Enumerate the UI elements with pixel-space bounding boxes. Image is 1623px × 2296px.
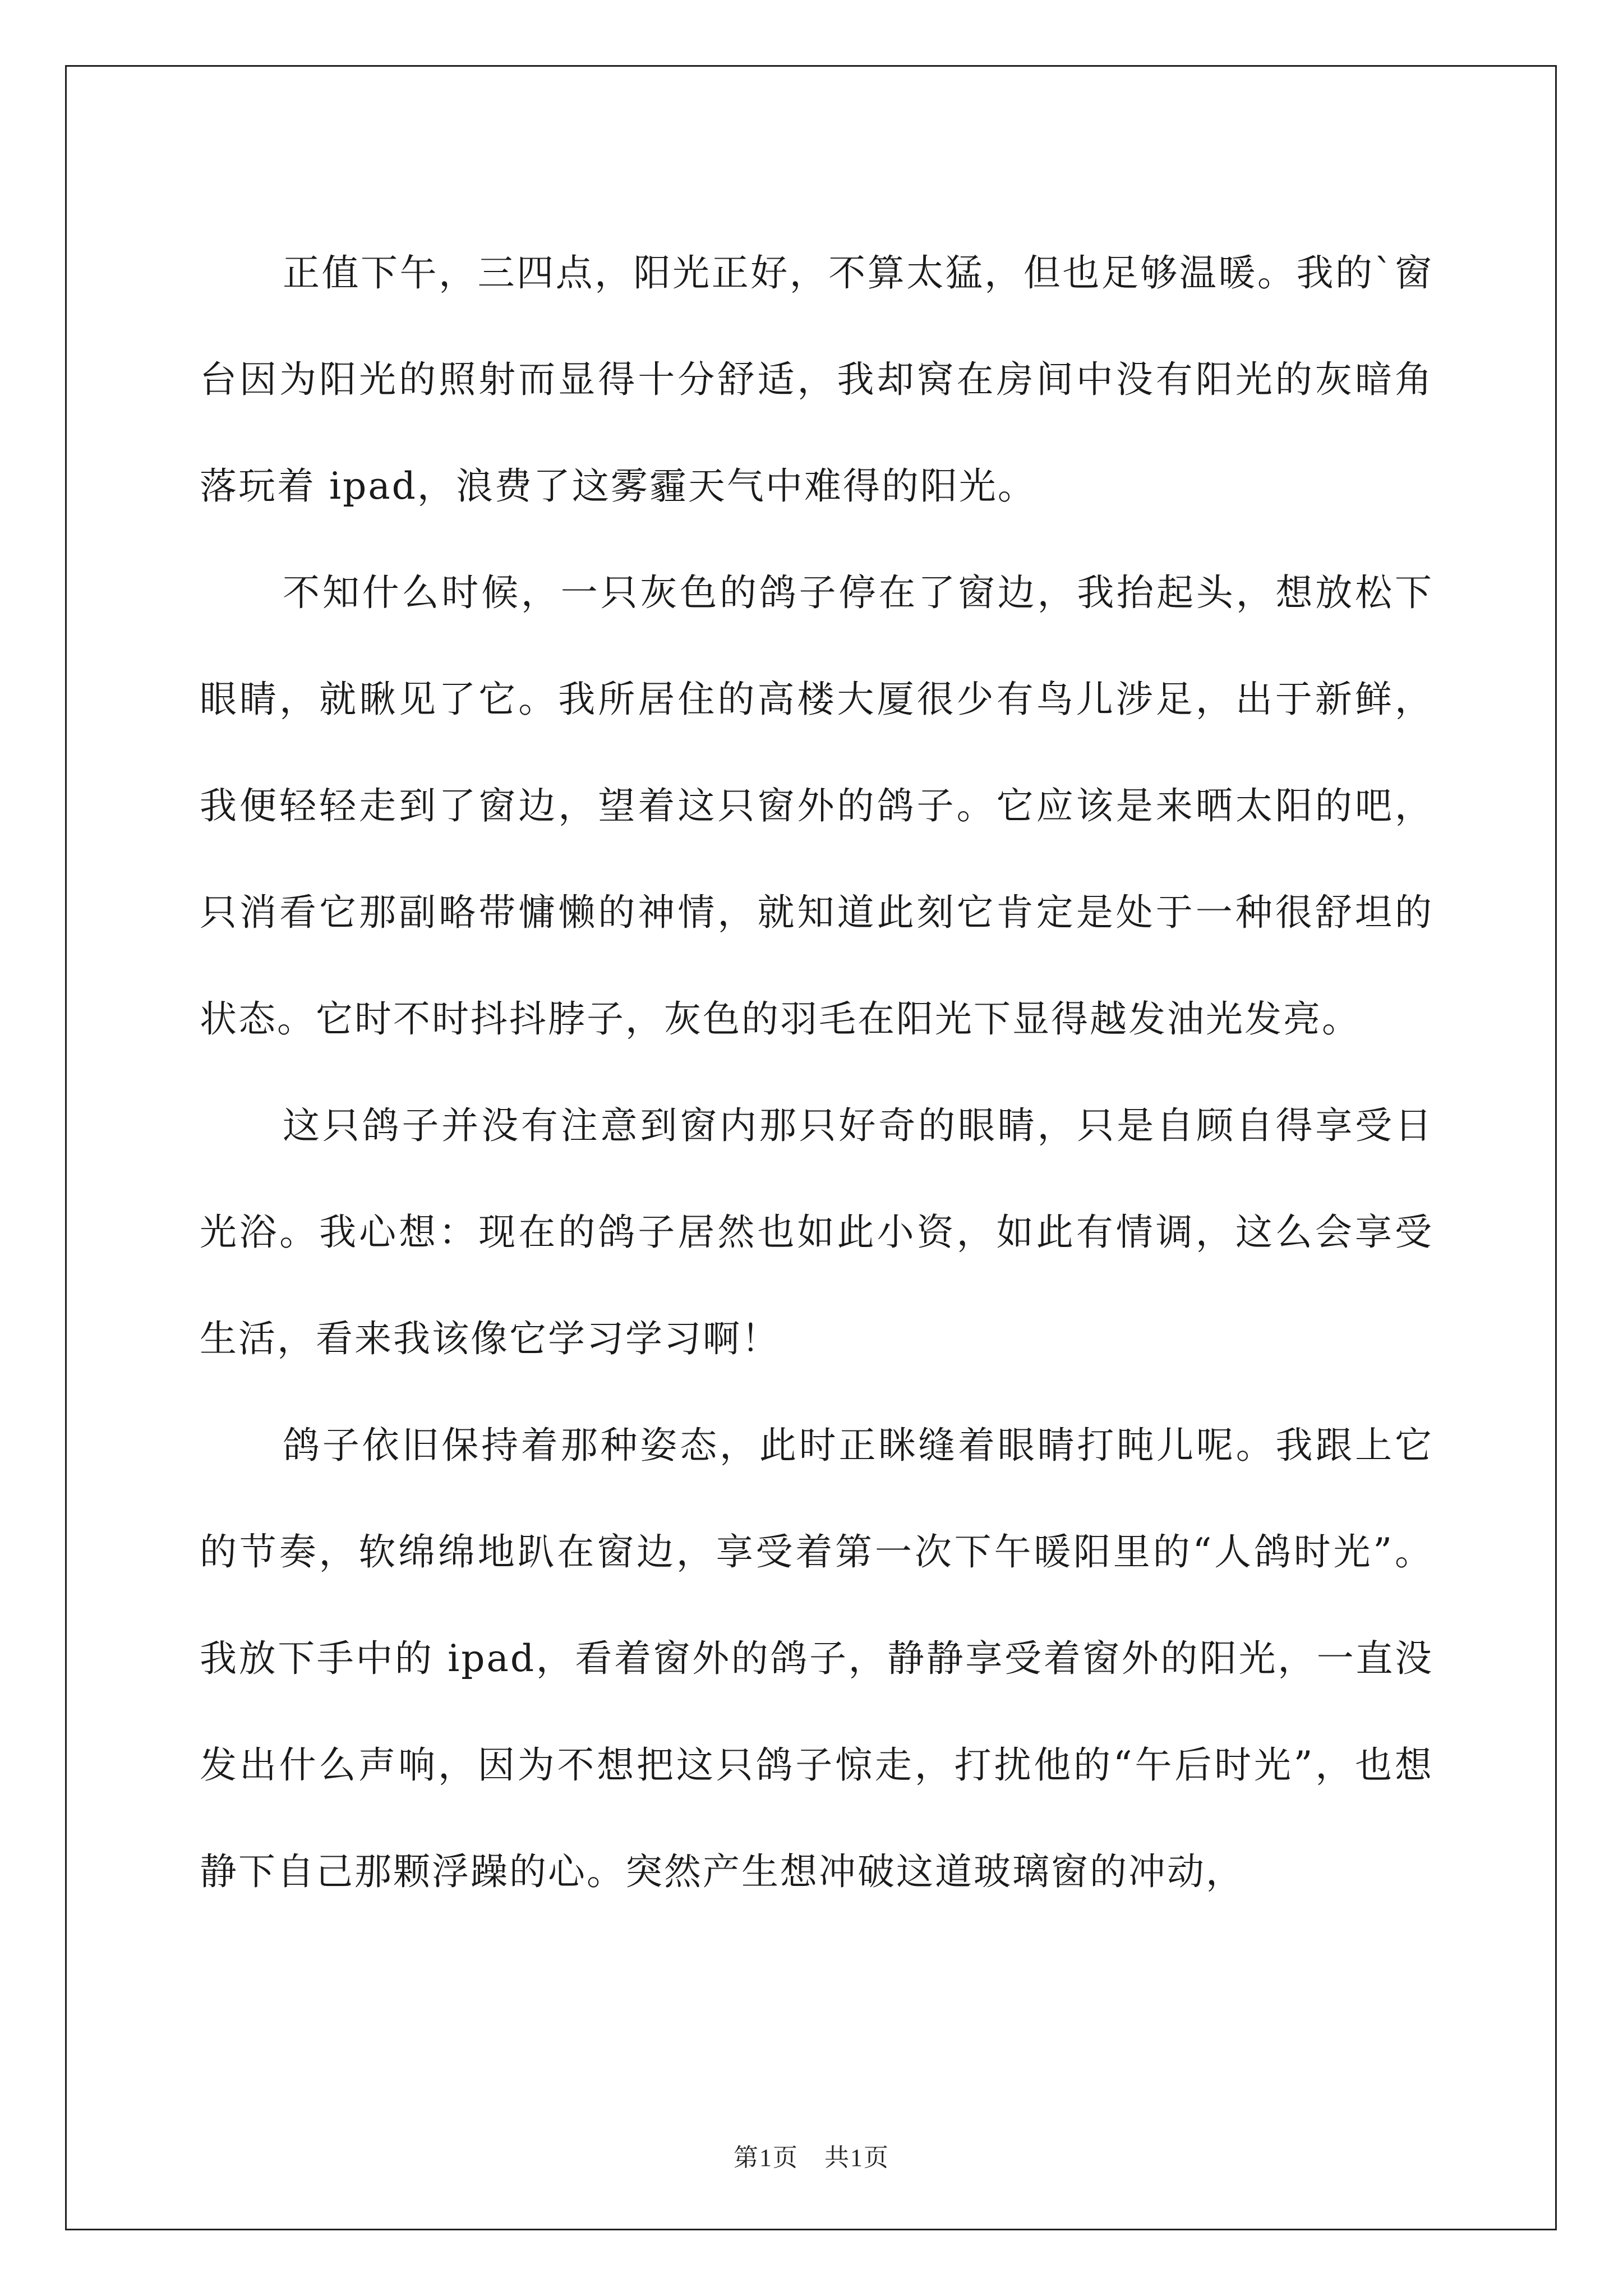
page-footer: 第1页 共1页 — [734, 2144, 889, 2171]
paragraph-1: 正值下午，三四点，阳光正好，不算太猛，但也足够温暖。我的`窗台因为阳光的照射而显得十分舒适，我却窝在房间中没有阳光的灰暗角落玩着 ipad，浪费了这雾霾天气中难得的阳光。 — [200, 251, 1433, 508]
paragraph-4: 鸽子依旧保持着那种姿态，此时正眯缝着眼睛打盹儿呢。我跟上它的节奏，软绵绵地趴在窗边，享受着第一次下午暖阳里的“人鸽时光”。我放下手中的 ipad，看着窗外的鸽子，静静享受着窗外的阳光，一直没发出什么声响，因为不想把这只鸽子惊走，打扰他的“午后时光”，也想静下自己那颗浮躁的心。突然产生想冲破这道玻璃窗的冲动， — [200, 1424, 1433, 1893]
document-body — [200, 220, 1433, 1925]
paragraph-3: 这只鸽子并没有注意到窗内那只好奇的眼睛，只是自顾自得享受日光浴。我心想：现在的鸽子居然也如此小资，如此有情调，这么会享受生活，看来我该像它学习学习啊！ — [200, 1104, 1433, 1360]
paragraph-2: 不知什么时候，一只灰色的鸽子停在了窗边，我抬起头，想放松下眼睛，就瞅见了它。我所居住的高楼大厦很少有鸟儿涉足，出于新鲜，我便轻轻走到了窗边，望着这只窗外的鸽子。它应该是来晒太阳的吧，只消看它那副略带慵懒的神情，就知道此刻它肯定是处于一种很舒坦的状态。它时不时抖抖脖子，灰色的羽毛在阳光下显得越发油光发亮。 — [200, 571, 1433, 1041]
